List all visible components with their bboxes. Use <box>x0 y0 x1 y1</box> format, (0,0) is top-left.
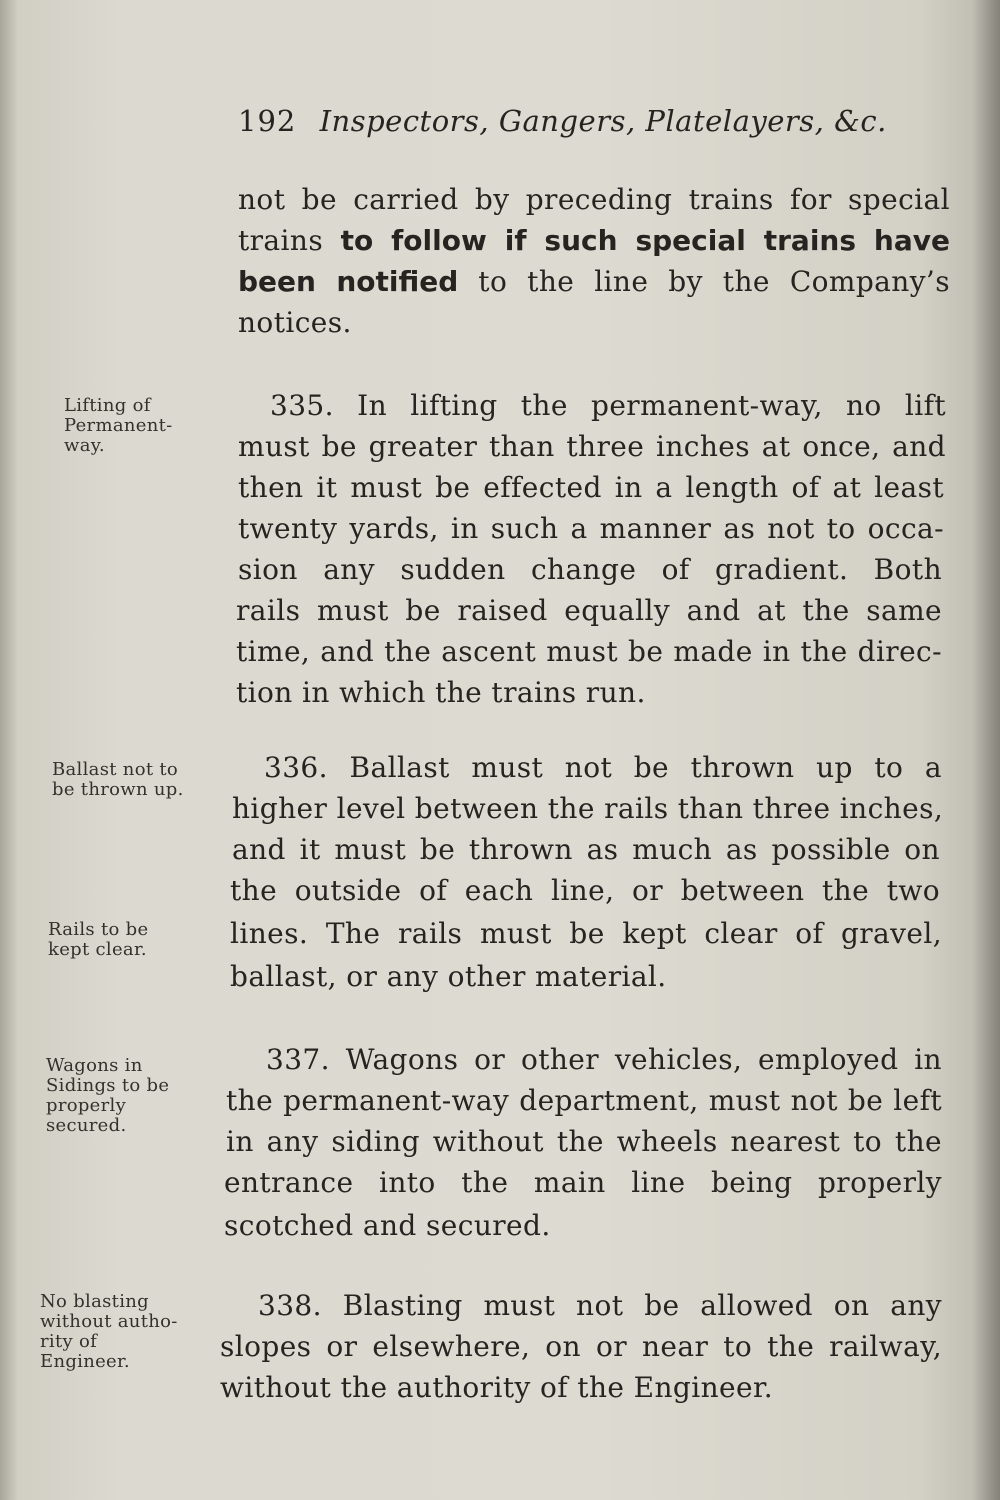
rule-337-line: in any siding without the wheels nearest to the <box>226 1125 942 1158</box>
note-line: without autho- <box>40 1311 178 1332</box>
rule-335-line: rails must be raised equally and at the same <box>236 594 942 627</box>
marginal-note-336-rails <box>48 920 148 960</box>
rule-336-line: 336. Ballast must not be thrown up to a <box>264 751 942 784</box>
bold-emphasis: to follow if such special trains have <box>340 224 951 257</box>
continuation-line <box>238 221 950 261</box>
rule-335-line: 335. In lifting the permanent-way, no lift <box>270 389 946 422</box>
continuation-text: not be carried by preceding trains for special <box>238 183 950 216</box>
rule-336-line: lines. The rails must be kept clear of gravel, <box>230 917 942 950</box>
continuation-text: trains <box>238 224 341 257</box>
note-line: rity of <box>40 1331 98 1352</box>
rule-337-line: the permanent-way department, must not be left <box>226 1084 942 1117</box>
note-line: secured. <box>46 1115 127 1136</box>
note-line: No blasting <box>40 1291 149 1312</box>
note-line: Ballast not to <box>52 759 179 780</box>
rule-336-line: ballast, or any other material. <box>230 960 667 993</box>
marginal-note-338 <box>40 1292 178 1372</box>
page-edge-shadow <box>972 0 1000 1500</box>
rule-335-line: must be greater than three inches at once, and <box>238 430 946 463</box>
running-header <box>238 104 918 144</box>
rule-336-line: higher level between the rails than three inches, <box>232 792 944 825</box>
continuation-line <box>238 262 950 302</box>
rule-337-line: 337. Wagons or other vehicles, employed in <box>266 1043 942 1076</box>
continuation-line <box>238 303 950 343</box>
note-line: way. <box>64 435 105 456</box>
continuation-text: notices. <box>238 306 352 339</box>
rule-335-line: sion any sudden change of gradient. Both <box>238 553 942 586</box>
rule-336-line: the outside of each line, or between the two <box>230 874 940 907</box>
rule-338-line: slopes or elsewhere, on or near to the railway, <box>220 1330 942 1363</box>
running-title: Inspectors, Gangers, Platelayers, &c. <box>319 104 887 138</box>
rule-335-line: then it must be effected in a length of at least <box>238 471 944 504</box>
note-line: be thrown up. <box>52 779 184 800</box>
note-line: Lifting of <box>64 395 151 416</box>
note-line: Permanent- <box>64 415 173 436</box>
marginal-note-336-ballast <box>52 760 184 800</box>
marginal-note-337 <box>46 1056 169 1136</box>
continuation-line <box>238 180 950 220</box>
rule-337-line: entrance into the main line being properly <box>224 1166 942 1199</box>
rule-338-line: 338. Blasting must not be allowed on any <box>258 1289 942 1322</box>
bold-emphasis: been notified <box>238 265 459 298</box>
rule-335-line: twenty yards, in such a manner as not to occa- <box>238 512 944 545</box>
rule-337-line: scotched and secured. <box>224 1209 551 1242</box>
note-line: Wagons in <box>46 1055 143 1076</box>
note-line: Engineer. <box>40 1351 130 1372</box>
page-number: 192 <box>238 104 297 138</box>
note-line: Sidings to be <box>46 1075 170 1096</box>
rule-338-line: without the authority of the Engineer. <box>220 1371 773 1404</box>
marginal-note-335 <box>64 396 173 456</box>
spine-shadow <box>0 0 18 1500</box>
continuation-text: to the line by the Company’s <box>458 265 950 298</box>
rule-336-line: and it must be thrown as much as possible on <box>232 833 940 866</box>
note-line: properly <box>46 1095 127 1116</box>
rule-335-line: tion in which the trains run. <box>236 676 646 709</box>
note-line: Rails to be <box>48 919 149 940</box>
note-line: kept clear. <box>48 939 147 960</box>
rule-335-line: time, and the ascent must be made in the direc- <box>236 635 942 668</box>
